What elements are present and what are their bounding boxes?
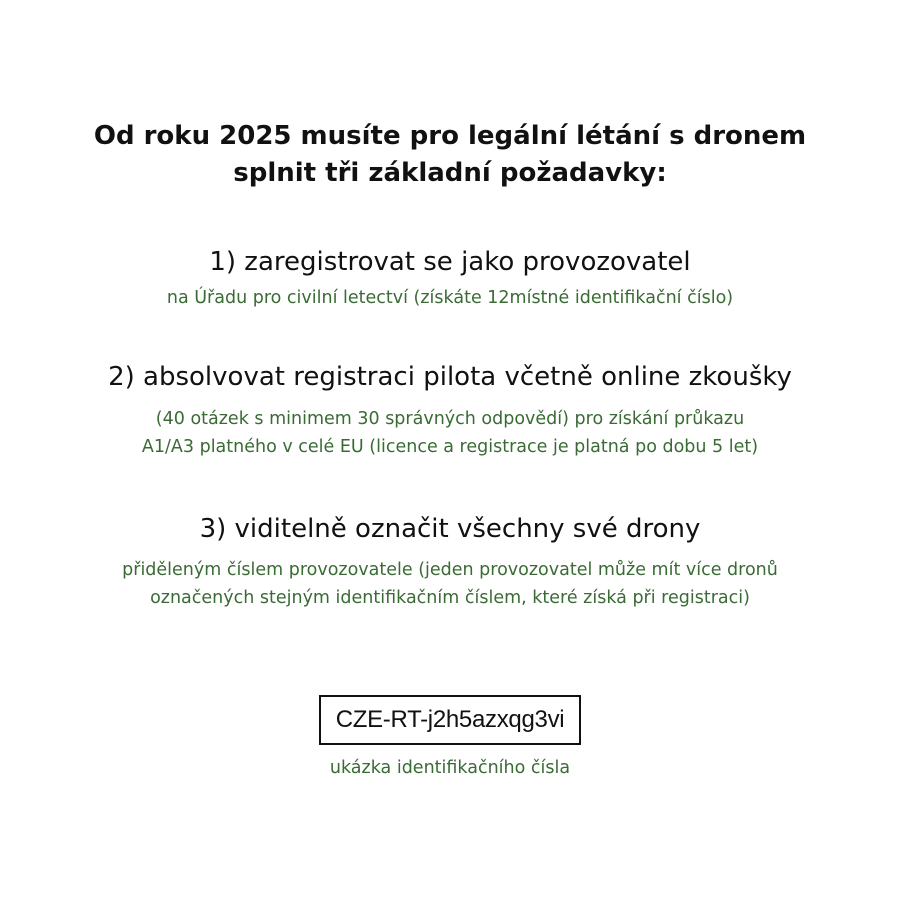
main-heading xyxy=(0,118,900,192)
requirement-1-title: 1) zaregistrovat se jako provozovatel xyxy=(209,247,691,277)
requirement-2-note-line-1: (40 otázek s minimem 30 správných odpovědí) pro získání průkazu xyxy=(155,409,745,429)
main-heading-line-2: splnit tři základní požadavky: xyxy=(233,158,667,188)
example-id-caption: ukázka identifikačního čísla xyxy=(329,758,571,778)
requirement-1-note xyxy=(0,284,900,312)
example-id-code: CZE-RT-j2h5azxqg3vi xyxy=(335,706,565,733)
requirement-1-note-line-1: na Úřadu pro civilní letectví (získáte 12místné identifikační číslo) xyxy=(166,288,734,308)
requirement-3-note-line-2: označených stejným identifikačním číslem, které získá při registraci) xyxy=(150,588,750,608)
example-id-box xyxy=(319,695,581,745)
requirement-3-title: 3) viditelně označit všechny své drony xyxy=(199,514,701,544)
requirement-3-note-line-1: přiděleným číslem provozovatele (jeden provozovatel může mít více dronů xyxy=(122,560,778,580)
requirement-2-title: 2) absolvovat registraci pilota včetně online zkoušky xyxy=(108,362,792,392)
requirement-3-note xyxy=(0,556,900,612)
main-heading-line-1: Od roku 2025 musíte pro legální létání s dronem xyxy=(93,121,807,151)
requirement-2-note-line-2: A1/A3 platného v celé EU (licence a registrace je platná po dobu 5 let) xyxy=(141,437,759,457)
requirement-2-note xyxy=(0,405,900,461)
